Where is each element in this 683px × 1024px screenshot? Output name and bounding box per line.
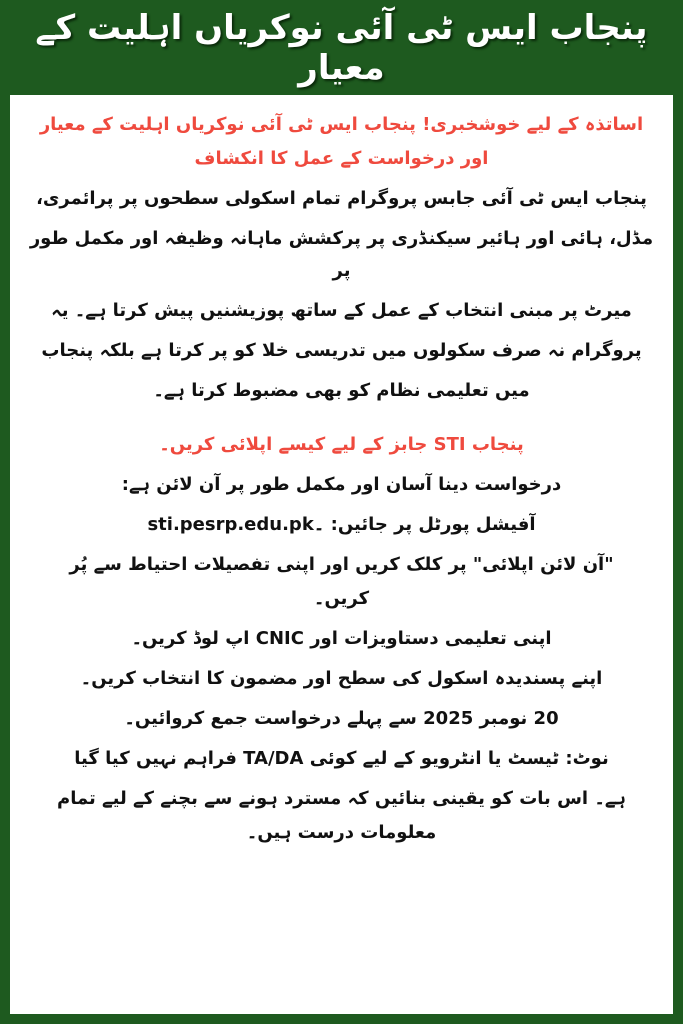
portal-text: آفیشل پورٹل پر جائیں: bbox=[330, 514, 536, 535]
step-online-apply-cont: کریں۔ bbox=[313, 588, 370, 609]
intro-paragraph-line: پنجاب ایس ٹی آئی جابس پروگرام تمام اسکولی سطحوں پر پرائمری، bbox=[36, 188, 647, 209]
step-choose: اپنے پسندیدہ اسکول کی سطح اور مضمون کا انتخاب کریں۔ bbox=[80, 668, 603, 689]
page-title: پنجاب ایس ٹی آئی نوکریاں اہلیت کے معیار bbox=[35, 8, 648, 88]
apply-heading: پنجاب STI جابز کے لیے کیسے اپلائی کریں۔ bbox=[159, 434, 524, 455]
step-upload: اپنی تعلیمی دستاویزات اور CNIC اپ لوڈ کریں۔ bbox=[131, 628, 552, 649]
note-line: نوٹ: ٹیسٹ یا انٹرویو کے لیے کوئی TA/DA فراہم نہیں کیا گیا bbox=[74, 748, 609, 769]
step-online-apply: "آن لائن اپلائی" پر کلک کریں اور اپنی تفصیلات احتیاط سے پُر bbox=[69, 554, 614, 575]
note-line: ہے۔ اس بات کو یقینی بنائیں کہ مسترد ہونے سے بچنے کے لیے تمام bbox=[57, 788, 626, 809]
note-line: معلومات درست ہیں۔ bbox=[246, 822, 437, 843]
step-portal bbox=[20, 509, 663, 541]
apply-intro: درخواست دینا آسان اور مکمل طور پر آن لائن ہے: bbox=[121, 474, 562, 495]
intro-paragraph-line: پروگرام نہ صرف سکولوں میں تدریسی خلا کو پر کرتا ہے بلکہ پنجاب bbox=[41, 340, 642, 361]
content-panel bbox=[10, 95, 673, 1014]
intro-paragraph-line: مڈل، ہائی اور ہائیر سیکنڈری پر پرکشش ماہانہ وظیفہ اور مکمل طور پر bbox=[29, 228, 654, 281]
step-deadline: 20 نومبر 2025 سے پہلے درخواست جمع کروائیں۔ bbox=[124, 708, 559, 729]
intro-paragraph-line: میرٹ پر مبنی انتخاب کے عمل کے ساتھ پوزیشنیں پیش کرتا ہے۔ یہ bbox=[51, 300, 632, 321]
portal-url-link[interactable]: sti.pesrp.edu.pk۔ bbox=[147, 514, 325, 535]
intro-paragraph-line: میں تعلیمی نظام کو بھی مضبوط کرتا ہے۔ bbox=[153, 380, 530, 401]
intro-heading-line: اور درخواست کے عمل کا انکشاف bbox=[194, 148, 489, 169]
intro-heading-line: اساتذہ کے لیے خوشخبری! پنجاب ایس ٹی آئی نوکریاں اہلیت کے معیار bbox=[39, 114, 644, 135]
